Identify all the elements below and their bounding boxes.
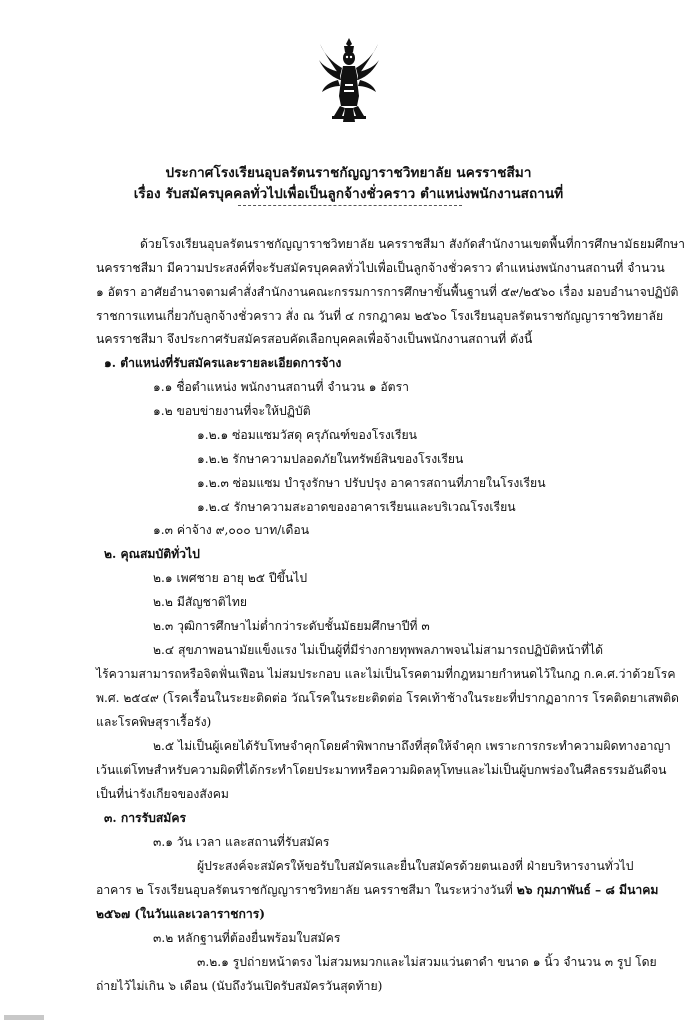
intro-line-5: นครราชสีมา จึงประกาศรับสมัครสอบคัดเลือกบุคคลเพื่อจ้างเป็นพนักงานสถานที่ ดังนี้ — [96, 332, 533, 346]
item-1-3: ๑.๓ ค่าจ้าง ๙,๐๐๐ บาท/เดือน — [153, 523, 310, 537]
item-2-4-line-2: ไร้ความสามารถหรือจิตฟั่นเฟือน ไม่สมประกอบ และไม่เป็นโรคตามที่กฎหมายกำหนดไว้ในกฎ ก.ค.ศ.ว่าด้วยโรค — [96, 667, 676, 681]
intro-line-3: ๑ อัตรา อาศัยอำนาจตามคำสั่งสำนักงานคณะกรรมการการศึกษาขั้นพื้นฐานที่ ๕๙/๒๕๖๐ เรื่อง มอบอำนาจปฏิบัติ — [96, 285, 679, 299]
item-1-1: ๑.๑ ชื่อตำแหน่ง พนักงานสถานที่ จำนวน ๑ อัตรา — [153, 380, 409, 394]
item-1-2: ๑.๒ ขอบข่ายงานที่จะให้ปฏิบัติ — [153, 404, 311, 418]
title-divider — [238, 205, 462, 206]
garuda-emblem-icon — [318, 36, 380, 128]
intro-line-1: ด้วยโรงเรียนอุบลรัตนราชกัญญาราชวิทยาลัย นครราชสีมา สังกัดสำนักงานเขตพื้นที่การศึกษามัธยมศึกษา — [140, 237, 685, 251]
intro-line-4: ราชการแทนเกี่ยวกับลูกจ้างชั่วคราว สั่ง ณ วันที่ ๔ กรกฎาคม ๒๕๖๐ โรงเรียนอุบลรัตนราชกัญญาราชวิทยาลัย — [96, 309, 664, 323]
item-2-4-line-3: พ.ศ. ๒๕๔๙ (โรคเรื้อนในระยะติดต่อ วัณโรคในระยะติดต่อ โรคเท้าช้างในระยะที่ปรากฏอาการ โรคติดยาเสพติด — [96, 691, 679, 705]
item-2-1: ๒.๑ เพศชาย อายุ ๒๕ ปีขึ้นไป — [153, 571, 308, 585]
section-2-heading: ๒. คุณสมบัติทั่วไป — [104, 547, 200, 561]
corner-watermark — [4, 1015, 44, 1020]
item-3-2: ๓.๒ หลักฐานที่ต้องยื่นพร้อมใบสมัคร — [153, 931, 341, 945]
item-1-2-3: ๑.๒.๓ ซ่อมแซม บำรุงรักษา ปรับปรุง อาคารสถานที่ภายในโรงเรียน — [197, 476, 546, 490]
section-3-heading: ๓. การรับสมัคร — [104, 811, 187, 825]
item-3-1-body-line-2 — [96, 882, 658, 898]
item-2-3: ๒.๓ วุฒิการศึกษาไม่ต่ำกว่าระดับชั้นมัธยมศึกษาปีที่ ๓ — [153, 619, 430, 633]
announcement-subject: เรื่อง รับสมัครบุคคลทั่วไปเพื่อเป็นลูกจ้างชั่วคราว ตำแหน่งพนักงานสถานที่ — [133, 186, 564, 202]
item-3-1: ๓.๑ วัน เวลา และสถานที่รับสมัคร — [153, 835, 330, 849]
item-2-2: ๒.๒ มีสัญชาติไทย — [153, 595, 248, 609]
application-period-start: ๒๖ กุมภาพันธ์ – ๘ มีนาคม — [516, 883, 659, 897]
item-3-2-1-line-1: ๓.๒.๑ รูปถ่ายหน้าตรง ไม่สวมหมวกและไม่สวมแว่นตาดำ ขนาด ๑ นิ้ว จำนวน ๓ รูป โดย — [197, 955, 657, 969]
item-2-4-line-4: และโรคพิษสุราเรื้อรัง) — [96, 715, 212, 729]
announcement-title: ประกาศโรงเรียนอุบลรัตนราชกัญญาราชวิทยาลัย นครราชสีมา — [165, 165, 532, 181]
application-period-end: ๒๕๖๗ (ในวันและเวลาราชการ) — [96, 907, 266, 921]
item-1-2-2: ๑.๒.๒ รักษาความปลอดภัยในทรัพย์สินของโรงเรียน — [197, 452, 464, 466]
item-1-2-4: ๑.๒.๔ รักษาความสะอาดของอาคารเรียนและบริเวณโรงเรียน — [197, 500, 516, 514]
item-3-2-1-line-2: ถ่ายไว้ไม่เกิน ๖ เดือน (นับถึงวันเปิดรับสมัครวันสุดท้าย) — [96, 979, 383, 993]
item-1-2-1: ๑.๒.๑ ซ่อมแซมวัสดุ ครุภัณฑ์ของโรงเรียน — [197, 428, 417, 442]
item-2-5-line-2: เว้นแต่โทษสำหรับความผิดที่ได้กระทำโดยประมาทหรือความผิดลหุโทษและไม่เป็นผู้บกพร่องในศีลธรรมอันดีจน — [96, 763, 667, 777]
intro-line-2: นครราชสีมา มีความประสงค์ที่จะรับสมัครบุคคลทั่วไปเพื่อเป็นลูกจ้างชั่วคราว ตำแหน่งพนักงานสถานที่ จำนวน — [96, 261, 665, 275]
section-1-heading: ๑. ตำแหน่งที่รับสมัครและรายละเอียดการจ้าง — [104, 356, 342, 370]
item-3-1-body-line-1: ผู้ประสงค์จะสมัครให้ขอรับใบสมัครและยื่นใบสมัครด้วยตนเองที่ ฝ่ายบริหารงานทั่วไป — [197, 859, 634, 873]
item-2-5-line-3: เป็นที่น่ารังเกียจของสังคม — [96, 787, 229, 801]
item-2-4-line-1: ๒.๔ สุขภาพอนามัยแข็งแรง ไม่เป็นผู้ที่มีร่างกายทุพพลภาพจนไม่สามารถปฏิบัติหน้าที่ได้ — [153, 643, 604, 657]
item-2-5-line-1: ๒.๕ ไม่เป็นผู้เคยได้รับโทษจำคุกโดยคำพิพากษาถึงที่สุดให้จำคุก เพราะการกระทำความผิดทางอาญา — [153, 739, 671, 753]
item-3-1-body-text: อาคาร ๒ โรงเรียนอุบลรัตนราชกัญญาราชวิทยาลัย นครราชสีมา ในระหว่างวันที่ — [96, 883, 517, 897]
